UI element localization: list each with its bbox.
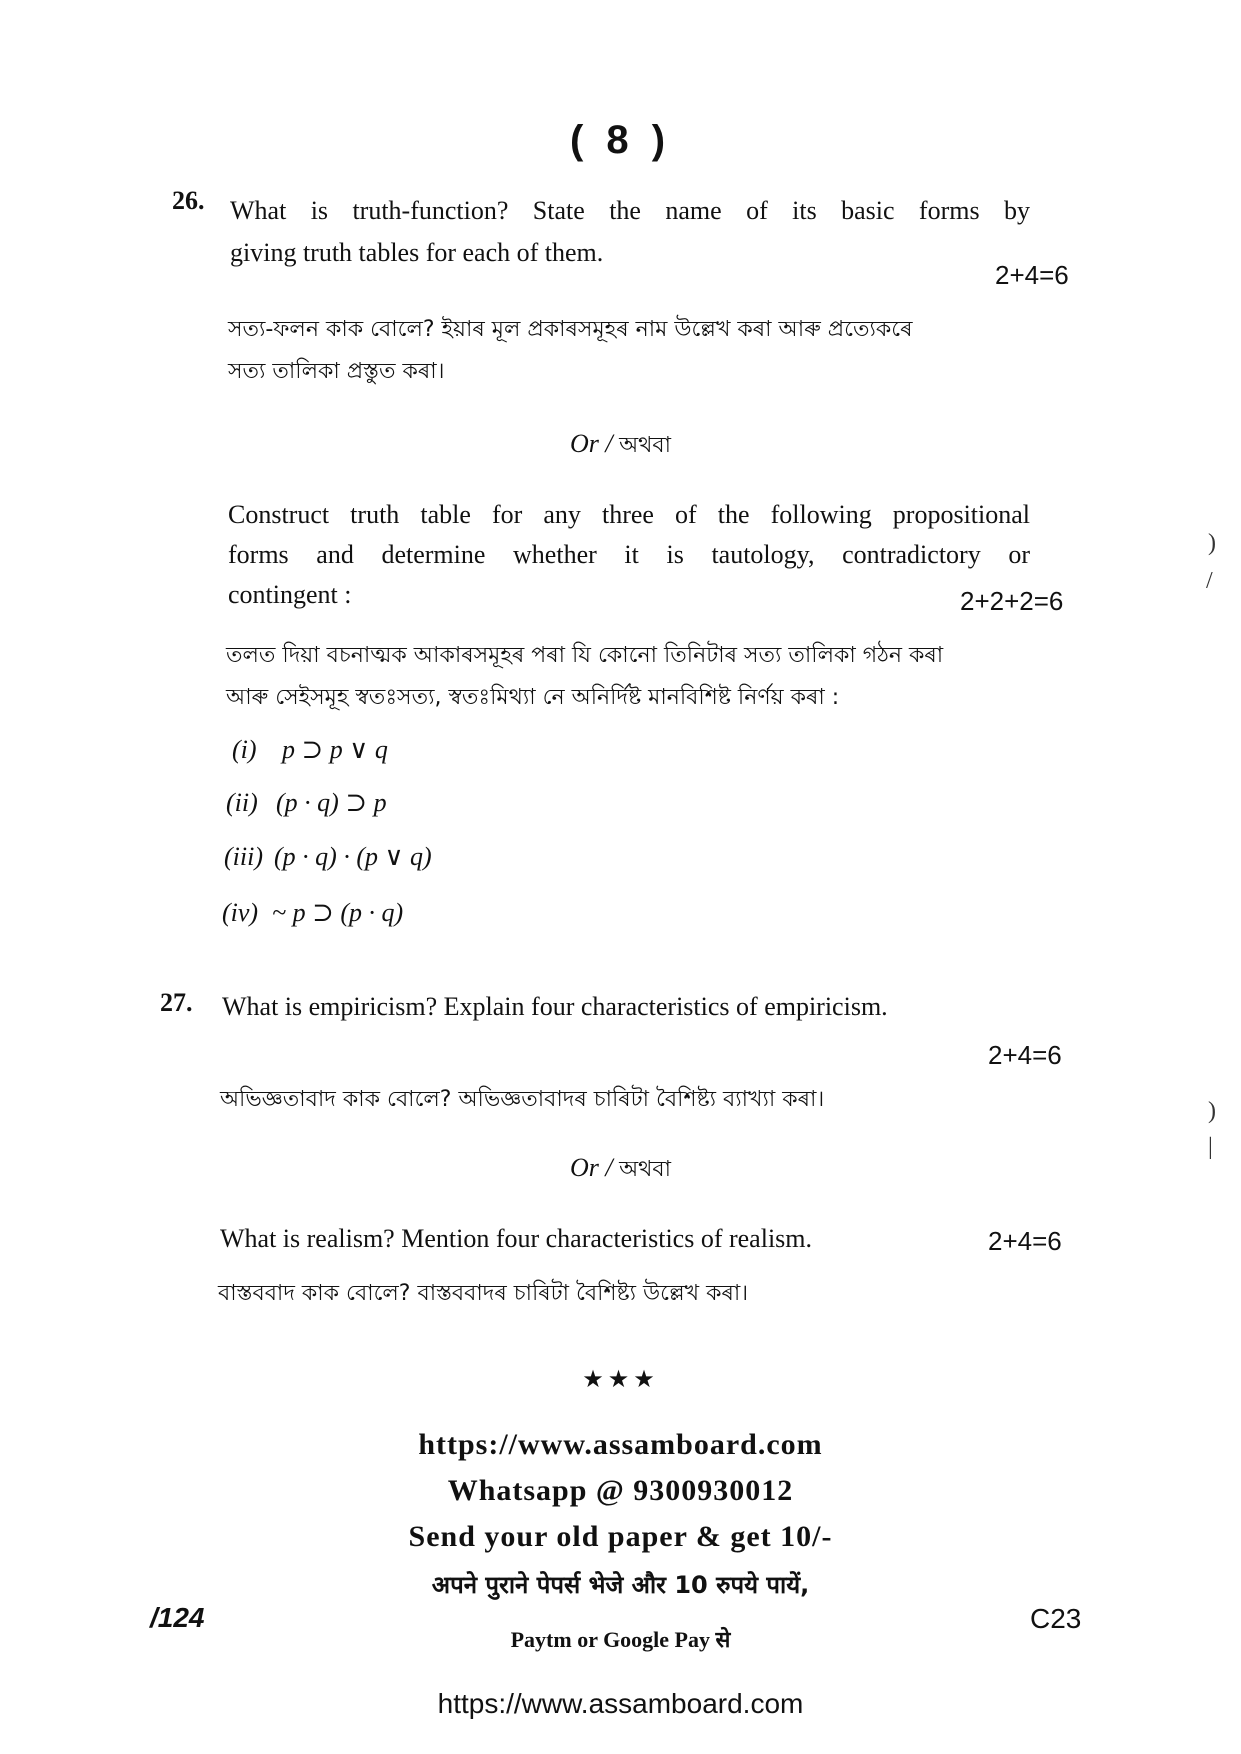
or-label-bengali: অথবা xyxy=(619,1157,672,1182)
question-26-marks: 2+4=6 xyxy=(995,260,1069,290)
question-26-alt-line1: Construct truth table for any three of the following propositional xyxy=(228,500,1030,529)
scan-margin-mark: ) xyxy=(1208,1098,1216,1124)
question-27-alt-bengali-line1: বাস্তববাদ কাক বোলে? বাস্তববাদৰ চাৰিটা বৈশিষ্ট্য উল্লেখ কৰা। xyxy=(218,1281,749,1306)
question-27-alt-line1: What is realism? Mention four characteristics of realism. xyxy=(220,1224,813,1253)
scan-margin-mark: ) xyxy=(1208,530,1216,556)
question-26-alt-line2: forms and determine whether it is tautology, contradictory or xyxy=(228,540,1030,569)
question-26-alt-bengali-line2: আৰু সেইসমূহ স্বতঃসত্য, স্বতঃমিথ্যা নে অনিৰ্দিষ্ট মানবিশিষ্ট নিৰ্ণয় কৰা : xyxy=(226,685,840,710)
formula-expression: (p · q) ⊃ p xyxy=(276,788,387,817)
formula-label: (iii) xyxy=(224,842,263,871)
paper-code-right: C23 xyxy=(1030,1603,1082,1634)
formula-item xyxy=(226,788,387,818)
formula-expression: ~ p ⊃ (p · q) xyxy=(272,898,404,927)
question-27-number: 27. xyxy=(160,988,193,1017)
watermark-hindi: अपने पुराने पेपर्स भेजे और 10 रुपये पायें, xyxy=(431,1571,810,1599)
watermark-whatsapp: Whatsapp @ 9300930012 xyxy=(447,1474,794,1507)
formula-item xyxy=(224,842,432,872)
end-stars: ★★★ xyxy=(582,1367,659,1393)
question-27-alt-marks: 2+4=6 xyxy=(988,1226,1062,1256)
watermark-url: https://www.assamboard.com xyxy=(418,1428,823,1461)
question-26-text-line2: giving truth tables for each of them. xyxy=(230,238,604,267)
question-26-bengali-line2: সত্য তালিকা প্ৰস্তুত কৰা। xyxy=(228,359,445,384)
formula-item xyxy=(222,898,403,928)
question-26-or-divider xyxy=(0,428,1241,465)
formula-label: (iv) xyxy=(222,898,259,927)
scan-margin-mark: / xyxy=(1206,568,1213,594)
question-27-bengali-line1: অভিজ্ঞতাবাদ কাক বোলে? অভিজ্ঞতাবাদৰ চাৰিটা বৈশিষ্ট্য ব্যাখ্যা কৰা। xyxy=(220,1087,825,1112)
formula-item xyxy=(232,735,388,765)
watermark-send-paper: Send your old paper & get 10/- xyxy=(408,1520,833,1553)
question-26-alt-marks: 2+2+2=6 xyxy=(960,586,1064,616)
bottom-url-link[interactable]: https://www.assamboard.com xyxy=(437,1688,804,1719)
watermark-payment: Paytm or Google Pay से xyxy=(510,1627,731,1652)
question-27-text-line1: What is empiricism? Explain four characteristics of empiricism. xyxy=(222,992,888,1021)
formula-expression: (p · q) · (p ∨ q) xyxy=(274,842,432,871)
formula-label: (ii) xyxy=(226,788,258,817)
question-26-bengali-line1: সত্য-ফলন কাক বোলে? ইয়াৰ মূল প্ৰকাৰসমূহৰ নাম উল্লেখ কৰা আৰু প্ৰত্যেকৰে xyxy=(228,317,913,342)
formula-label: (i) xyxy=(232,735,257,764)
page-number: ( 8 ) xyxy=(569,118,672,162)
paper-code-left: /124 xyxy=(150,1602,205,1633)
question-26-text-line1: What is truth-function? State the name of its basic forms by xyxy=(230,196,1030,225)
or-label: Or / xyxy=(569,429,613,458)
formula-expression: p ⊃ p ∨ q xyxy=(282,735,388,764)
question-27-or-divider xyxy=(0,1152,1241,1189)
question-26-alt-line3: contingent : xyxy=(228,580,352,609)
question-26-alt-bengali-line1: তলত দিয়া বচনাত্মক আকাৰসমূহৰ পৰা যি কোনো তিনিটাৰ সত্য তালিকা গঠন কৰা xyxy=(226,643,944,668)
or-label-bengali: অথবা xyxy=(619,433,672,458)
question-27-marks: 2+4=6 xyxy=(988,1040,1062,1070)
or-label: Or / xyxy=(569,1153,613,1182)
scan-margin-mark: | xyxy=(1208,1134,1213,1160)
question-26-number: 26. xyxy=(172,186,205,215)
